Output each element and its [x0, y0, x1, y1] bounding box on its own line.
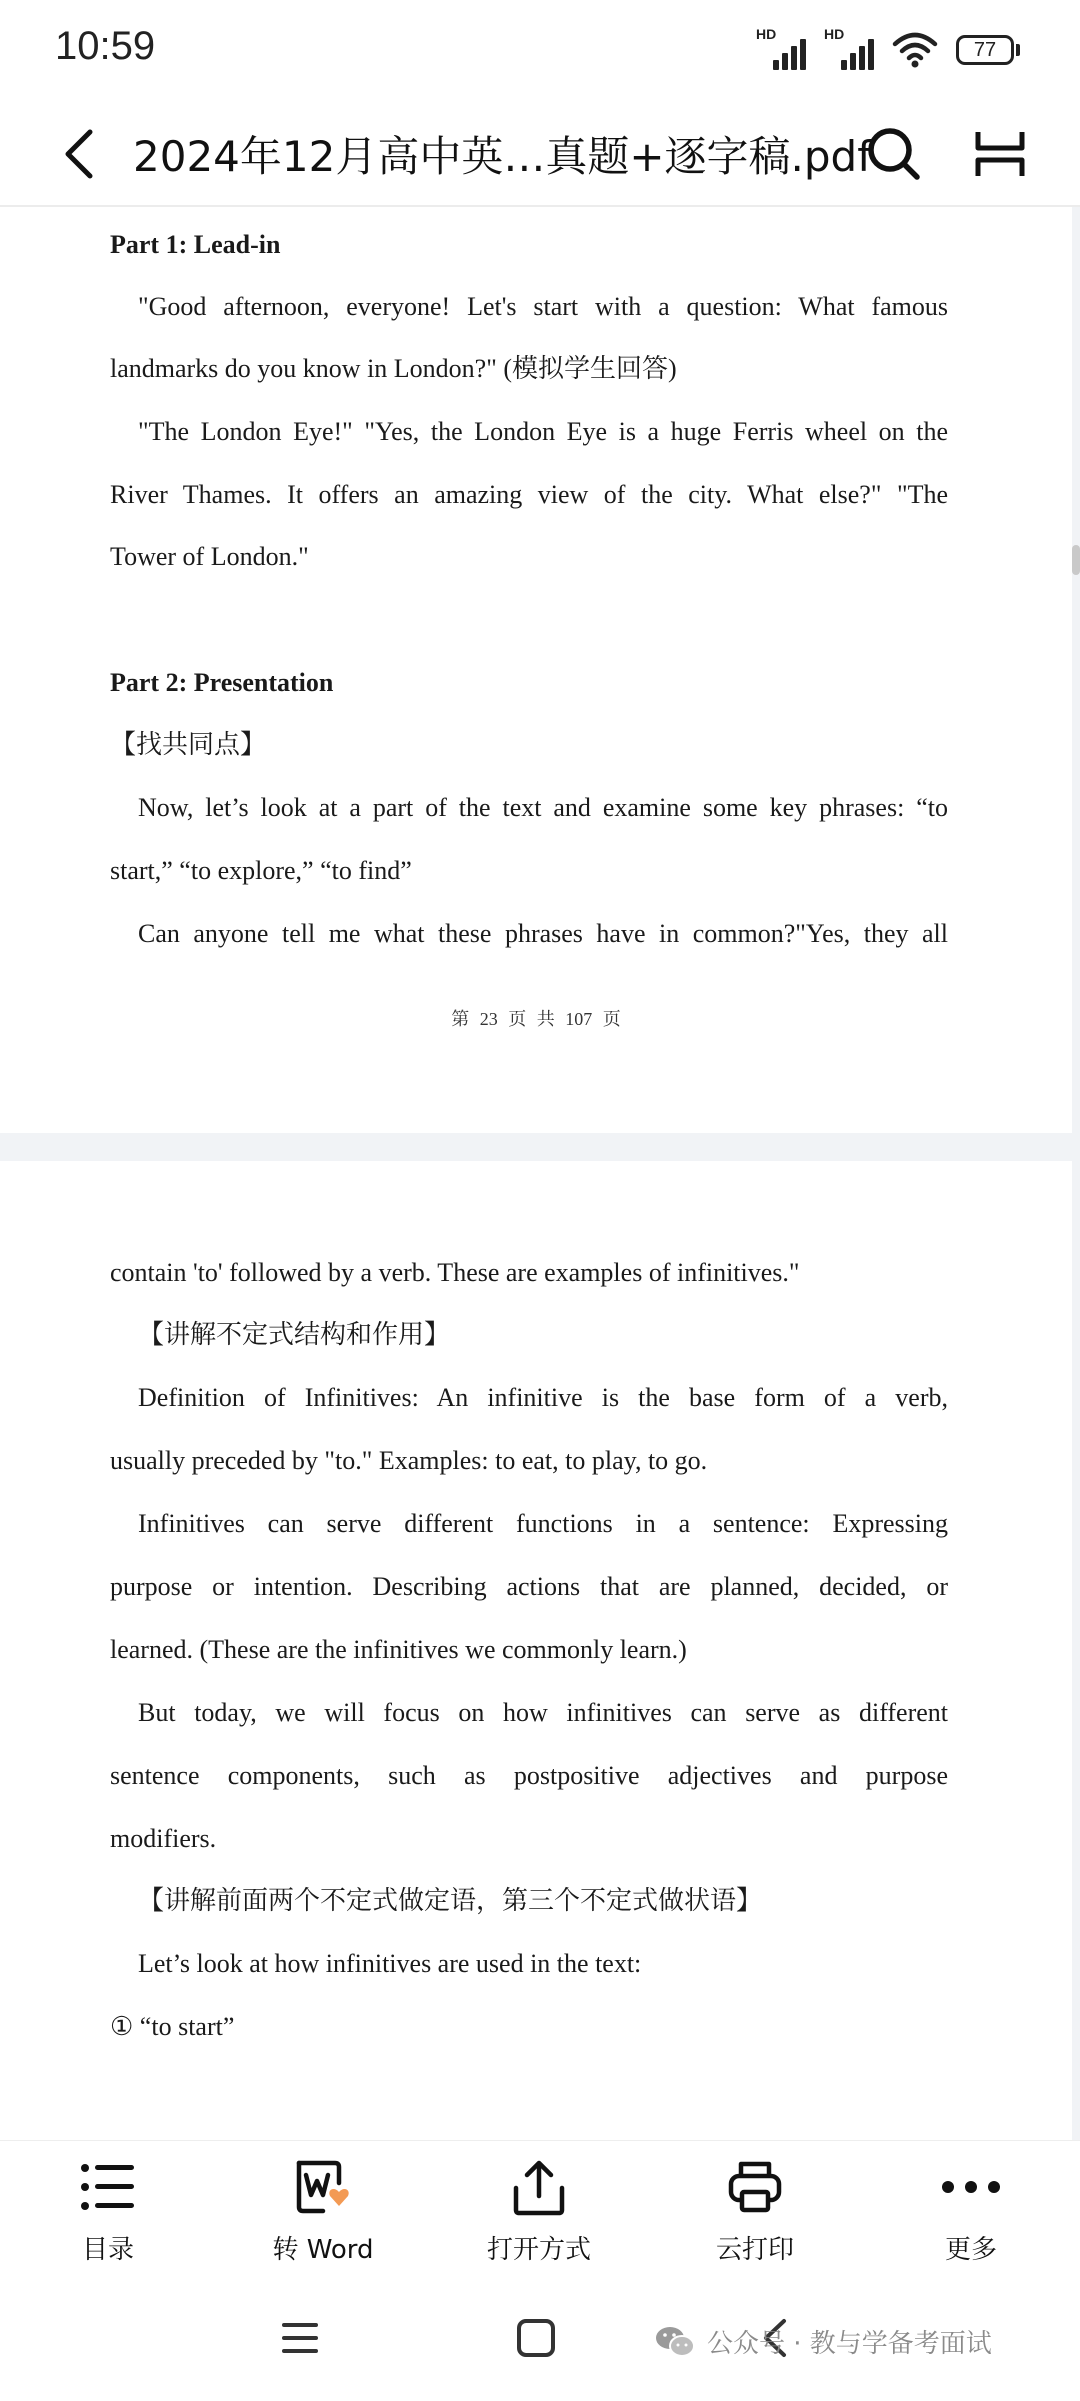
toc-button[interactable]: [33, 2157, 183, 2277]
scrollbar-thumb[interactable]: [1072, 545, 1080, 575]
signal-hd-label: HD: [756, 26, 777, 42]
reader-mode-icon: [972, 126, 1028, 182]
pdf-page: [0, 207, 1072, 1133]
text-line: Let’s look at how infinitives are used in the text:: [138, 1949, 642, 1978]
more-label: 更多: [944, 2235, 997, 2265]
chevron-left-icon: [60, 126, 100, 182]
status-time: 10:59: [55, 24, 156, 68]
battery-icon: [956, 35, 1020, 65]
search-icon: [866, 126, 922, 182]
back-button[interactable]: [50, 124, 110, 184]
text-line: 【找共同点】: [110, 730, 267, 759]
signal-icon: [824, 26, 874, 70]
text-line: But today, we will focus on how infinitives can serve as different: [138, 1698, 948, 1727]
status-bar: [0, 0, 1080, 100]
status-icons: [756, 26, 1020, 70]
page-text: [110, 1253, 948, 2133]
title-bar: [0, 100, 1080, 207]
text-line: 【讲解前面两个不定式做定语，第三个不定式做状语】: [138, 1886, 763, 1915]
open-with-button[interactable]: [464, 2157, 614, 2277]
section-heading: Part 1: Lead-in: [110, 230, 281, 259]
recent-apps-button[interactable]: [270, 2308, 330, 2368]
home-button[interactable]: [506, 2308, 566, 2368]
open-with-label: 打开方式: [486, 2235, 591, 2265]
text-line: purpose or intention. Describing actions that are planned, decided, or: [110, 1572, 948, 1601]
wifi-icon: [892, 32, 938, 68]
pdf-page: [0, 1161, 1072, 2140]
watermark: [655, 2323, 992, 2360]
text-line: River Thames. It offers an amazing view of the city. What else?" "The: [110, 480, 948, 509]
text-line: Now, let’s look at a part of the text and examine some key phrases: “to: [138, 793, 948, 822]
share-icon: [511, 2158, 567, 2216]
printer-icon: [727, 2160, 783, 2214]
section-heading: Part 2: Presentation: [110, 668, 334, 697]
text-line: modifiers.: [110, 1824, 217, 1853]
search-button[interactable]: [862, 122, 926, 186]
list-icon: [80, 2162, 136, 2212]
text-line: usually preceded by "to." Examples: to eat, to play, to go.: [110, 1446, 708, 1475]
text-line: "The London Eye!" "Yes, the London Eye is a huge Ferris wheel on the: [138, 417, 948, 446]
text-line: Infinitives can serve different functions in a sentence: Expressing: [138, 1509, 948, 1538]
document-title: 2024年12月高中英…真题+逐字稿.pdf: [133, 132, 872, 181]
toc-button-label: 目录: [81, 2235, 134, 2265]
text-line: Tower of London.": [110, 542, 309, 571]
reader-mode-button[interactable]: [968, 122, 1032, 186]
watermark-text: 公众号 · 教与学备考面试: [707, 2329, 992, 2359]
word-convert-icon: [293, 2159, 353, 2215]
bottom-toolbar: [0, 2140, 1080, 2281]
text-line: learned. (These are the infinitives we commonly learn.): [110, 1635, 687, 1664]
cloud-print-button[interactable]: [680, 2157, 830, 2277]
cloud-print-label: 云打印: [715, 2235, 794, 2265]
text-line: "Good afternoon, everyone! Let's start with a question: What famous: [138, 292, 948, 321]
convert-word-button[interactable]: [248, 2157, 398, 2277]
convert-word-label: 转 Word: [272, 2235, 374, 2265]
more-button[interactable]: [896, 2157, 1046, 2277]
document-viewer[interactable]: [0, 207, 1080, 2140]
page-text: [110, 225, 948, 995]
home-nav-icon: [516, 2318, 556, 2358]
text-line: ① “to start”: [110, 2012, 235, 2041]
text-line: Can anyone tell me what these phrases have in common?"Yes, they all: [138, 919, 948, 948]
text-line: sentence components, such as postpositive adjectives and purpose: [110, 1761, 948, 1790]
page-number: 第 23 页 共 107 页: [451, 1009, 621, 1029]
signal-hd-label: HD: [824, 26, 845, 42]
signal-icon: [756, 26, 806, 70]
text-line: contain 'to' followed by a verb. These are examples of infinitives.": [110, 1258, 800, 1287]
text-line: landmarks do you know in London?" (模拟学生回答): [110, 354, 677, 383]
text-line: start,” “to explore,” “to find”: [110, 856, 412, 885]
text-line: 【讲解不定式结构和作用】: [138, 1320, 451, 1349]
wechat-icon: [655, 2325, 695, 2359]
more-icon: [941, 2180, 1001, 2194]
menu-nav-icon: [280, 2321, 320, 2355]
battery-level: 77: [956, 35, 1014, 65]
text-line: Definition of Infinitives: An infinitive is the base form of a verb,: [138, 1383, 948, 1412]
